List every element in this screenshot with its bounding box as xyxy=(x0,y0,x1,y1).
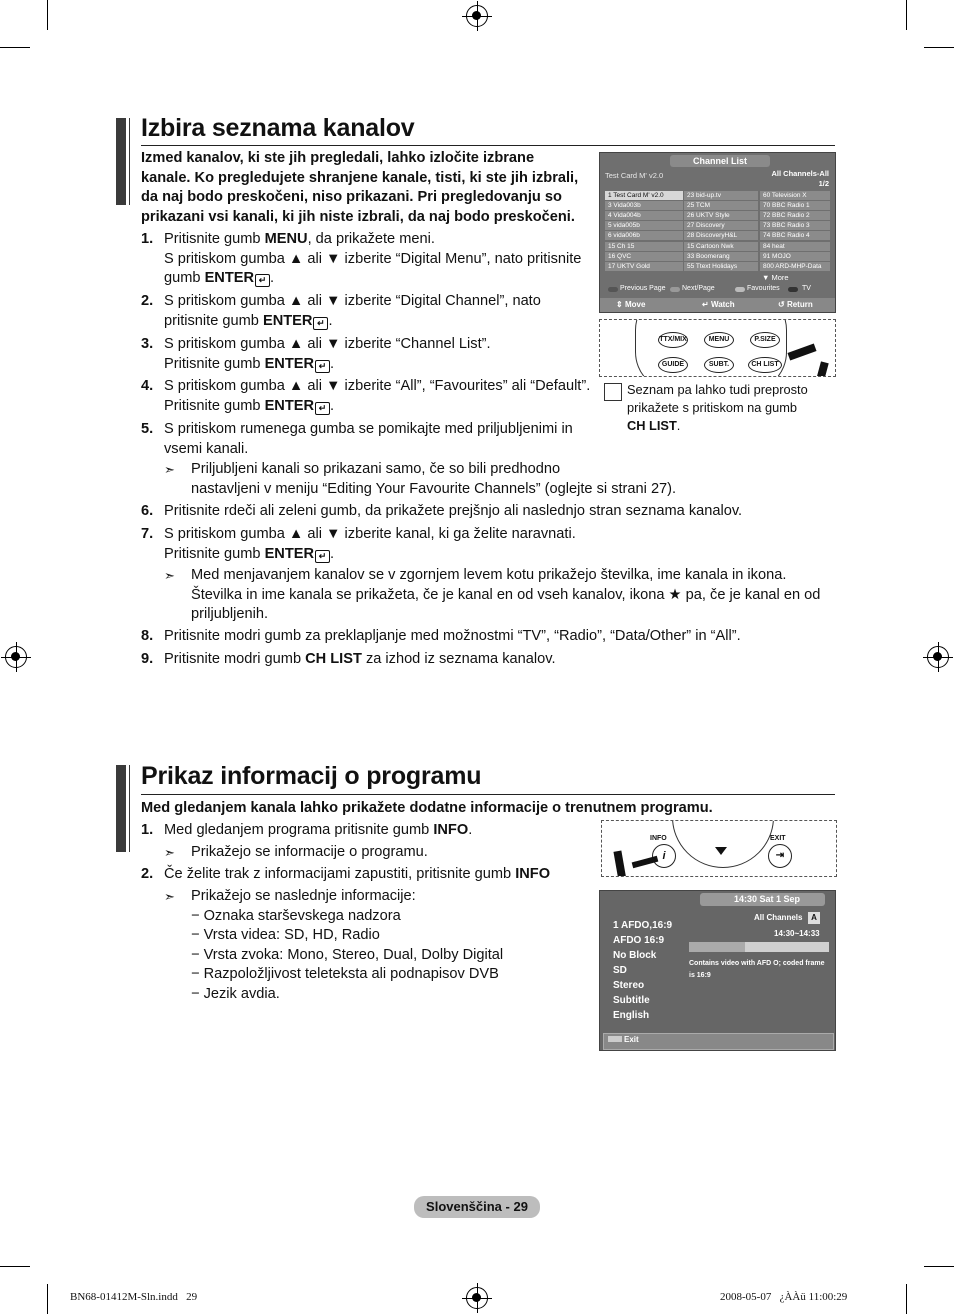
channel-entry: 23 bid-up.tv xyxy=(687,192,721,199)
intro-line: Izmed kanalov, ki ste jih pregledali, lahko izločite izbrane xyxy=(141,150,535,166)
channel-entry: 17 UKTV Gold xyxy=(608,263,650,270)
step-text xyxy=(164,292,541,331)
step-number: 4. xyxy=(141,378,154,394)
channel-entry: 26 UKTV Style xyxy=(687,212,730,219)
ch-list-button[interactable]: CH LIST xyxy=(748,357,782,373)
section-intro: Med gledanjem kanala lahko prikažete dodatne informacije o trenutnem programu. xyxy=(141,800,713,816)
step-line: S pritiskom gumba ▲ ali ▼ izberite “Channel List”. xyxy=(164,336,491,352)
enter-icon: ↵ xyxy=(315,402,330,415)
channel-filter: All Channels-All xyxy=(771,169,829,178)
step-line: Pritisnite rdeči ali zeleni gumb, da prikažete prejšnjo ali naslednjo stran seznama kanalov. xyxy=(164,503,743,519)
channel-entry: 91 MOJO xyxy=(763,253,791,260)
crop-mark xyxy=(906,1284,907,1314)
step-line: Pritisnite gumb ENTER ↵ . xyxy=(164,545,335,562)
exit-key-icon xyxy=(608,1036,622,1042)
channel-list-screen xyxy=(599,152,836,313)
step-text: Če želite trak z informacijami zapustiti, pritisnite gumb INFO xyxy=(164,866,551,882)
info-line: Subtitle xyxy=(613,995,650,1006)
enter-icon: ↵ xyxy=(313,317,328,330)
enter-icon: ↵ xyxy=(315,550,330,563)
green-key-icon xyxy=(670,287,680,292)
note-line: Številka in ime kanala se prikažeta, če je kanal en od vseh kanalov, ikona ★ pa, če je kanal en od xyxy=(191,586,821,603)
registration-mark-icon xyxy=(466,1287,488,1309)
red-key-icon xyxy=(608,287,618,292)
channel-entry: 33 Boomerang xyxy=(687,253,730,260)
memo-line: CH LIST. xyxy=(627,418,681,433)
program-description xyxy=(689,958,824,982)
crop-mark xyxy=(906,0,907,30)
step-number: 7. xyxy=(141,526,154,542)
blue-key-icon xyxy=(788,287,798,292)
registration-mark-icon xyxy=(466,5,488,27)
note-line: nastavljeni v meniju “Editing Your Favourite Channels” (oglejte si strani 27). xyxy=(191,480,677,497)
step-number: 5. xyxy=(141,421,154,437)
note-line: Med menjavanjem kanalov se v zgornjem levem kotu prikažejo številka, ime kanala in ikona. xyxy=(191,567,787,583)
color-key-label: Next/Page xyxy=(682,285,715,292)
color-key-label: TV xyxy=(802,285,811,292)
step-number: 2. xyxy=(141,866,154,882)
note-arrow-icon: ➣ xyxy=(164,889,175,904)
step-number: 6. xyxy=(141,503,154,519)
intro-line: prikazani vsi kanali, ki jih niste izbrali, da naj bodo preskočeni. xyxy=(141,208,575,225)
page-indicator: 1/2 xyxy=(818,179,829,188)
note-line: Prikažejo se naslednje informacije: xyxy=(191,888,416,904)
color-key-label: Previous Page xyxy=(620,285,666,292)
note-arrow-icon: ➣ xyxy=(164,568,175,583)
channel-entry: 15 Ch 15 xyxy=(608,243,635,250)
step-line: Pritisnite modri gumb za preklapljanje med možnostmi “TV”, “Radio”, “Data/Other” in “All”. xyxy=(164,628,741,644)
section-bar xyxy=(116,118,130,205)
channel-entry: 4 Vida004b xyxy=(608,212,641,219)
exit-label xyxy=(608,1035,639,1044)
step-line: S pritiskom gumba ▲ ali ▼ izberite “All”, “Favourites” ali “Default”. xyxy=(164,378,591,394)
step-number: 3. xyxy=(141,336,154,352)
remote-control-illustration xyxy=(601,820,837,877)
step-text xyxy=(164,650,556,670)
time-slot: 14:30~14:33 xyxy=(774,929,820,938)
guide-button[interactable]: GUIDE xyxy=(658,357,688,373)
channel-entry: 3 Vida003b xyxy=(608,202,641,209)
color-key-label: Favourites xyxy=(747,285,780,292)
info-list-item: − Oznaka starševskega nadzora xyxy=(191,907,401,924)
step-line: S pritiskom gumba ▲ ali ▼ izberite “Digital Channel”, nato xyxy=(164,293,541,309)
note-text xyxy=(191,566,820,625)
step-line: vsemi kanali. xyxy=(164,440,249,457)
step-text xyxy=(164,335,491,374)
step-text xyxy=(164,502,742,522)
intro-line: kanale. Ko pregledujete shranjene kanale, tisti, ki ste jih izbrali, xyxy=(141,169,579,186)
note-arrow-icon: ➣ xyxy=(164,462,175,477)
subt-button[interactable]: SUBT. xyxy=(704,357,734,373)
info-list-item: − Vrsta videa: SD, HD, Radio xyxy=(191,927,380,944)
progress-bar xyxy=(689,942,829,952)
step-line: pritisnite gumb ENTER ↵ . xyxy=(164,312,333,329)
channel-entry: 55 Ttext Holidays xyxy=(687,263,738,270)
step-text xyxy=(164,230,581,289)
note-line: priljubljenih. xyxy=(191,606,269,623)
step-number: 9. xyxy=(141,651,154,667)
menu-button[interactable]: MENU xyxy=(704,332,734,348)
memo-line: Seznam pa lahko tudi preprosto xyxy=(627,382,808,397)
channel-entry: 84 heat xyxy=(763,243,785,250)
description-line: is 16:9 xyxy=(689,972,711,979)
info-list-item: − Vrsta zvoka: Mono, Stereo, Dual, Dolby Digital xyxy=(191,946,504,963)
note-text xyxy=(191,887,503,1005)
crop-mark xyxy=(924,1266,954,1267)
remote-dpad xyxy=(672,820,774,868)
channel-entry: 73 BBC Radio 3 xyxy=(763,222,810,229)
info-line: SD xyxy=(613,965,627,976)
exit-text: Exit xyxy=(624,1035,639,1044)
note-text: Prikažejo se informacije o programu. xyxy=(191,844,428,860)
step-text xyxy=(164,420,573,459)
step-text xyxy=(164,525,576,564)
step-number: 8. xyxy=(141,628,154,644)
return-label: ↺ Return xyxy=(778,300,813,309)
channel-entry: 5 vida005b xyxy=(608,222,640,229)
page-number-badge: Slovenščina - 29 xyxy=(414,1196,540,1218)
pointer-icon xyxy=(632,856,659,869)
note-arrow-icon: ➣ xyxy=(164,845,175,860)
channel-entry: 74 BBC Radio 4 xyxy=(763,232,810,239)
crop-mark xyxy=(47,1284,48,1314)
memo-text xyxy=(627,381,808,435)
info-button[interactable]: i xyxy=(652,844,676,868)
note-text xyxy=(191,460,676,499)
channel-entry: 800 ARD-MHP-Data xyxy=(763,263,822,270)
nav-label: Move xyxy=(624,300,646,309)
move-label: ⇕ Move xyxy=(616,300,646,309)
file-slug: BN68-01412M-Sln.indd 29 xyxy=(70,1291,198,1303)
current-channel: Test Card M' v2.0 xyxy=(605,171,664,180)
date-slug: 2008-05-07 ¿ÀÀü 11:00:29 xyxy=(720,1291,848,1303)
channel-entry: 72 BBC Radio 2 xyxy=(763,212,810,219)
channel-entry: 1 Test Card M' v2.0 xyxy=(608,192,664,199)
enter-icon: ↵ xyxy=(255,274,270,287)
step-line: Pritisnite gumb ENTER ↵ . xyxy=(164,355,335,372)
info-line: 1 AFDO,16:9 xyxy=(613,920,673,931)
info-line: Stereo xyxy=(613,980,645,991)
info-time: 14:30 Sat 1 Sep xyxy=(734,894,801,904)
step-number: 1. xyxy=(141,231,154,247)
section-title: Izbira seznama kanalov xyxy=(141,114,415,142)
title-rule xyxy=(141,145,835,146)
intro-line: da naj bodo preskočeni, niso prikazani. Pri pregledovanju so xyxy=(141,189,562,206)
step-text xyxy=(164,627,741,647)
pointer-icon xyxy=(613,851,626,877)
crop-mark xyxy=(47,0,48,30)
exit-button[interactable]: ⇥ xyxy=(768,844,792,868)
yellow-key-icon xyxy=(735,287,745,292)
step-line: gumb ENTER ↵ . xyxy=(164,270,275,287)
step-line: S pritiskom gumba ▲ ali ▼ izberite “Digital Menu”, nato pritisnite xyxy=(164,250,582,267)
description-line: Contains video with AFD O; coded frame xyxy=(689,960,825,967)
all-channels-label: All Channels xyxy=(754,913,803,922)
nav-label: Return xyxy=(786,300,813,309)
step-number: 1. xyxy=(141,822,154,838)
info-label: INFO xyxy=(650,835,667,842)
channel-entry: 70 BBC Radio 1 xyxy=(763,202,810,209)
memo-icon xyxy=(604,383,622,401)
step-text xyxy=(164,377,590,416)
info-line: AFDO 16:9 xyxy=(613,935,665,946)
step-line: Pritisnite gumb MENU, da prikažete meni. xyxy=(164,231,435,247)
channel-entry: 25 TCM xyxy=(687,202,710,209)
nav-label: Watch xyxy=(710,300,735,309)
crop-mark xyxy=(924,47,954,48)
step-line: S pritiskom rumenega gumba se pomikajte med priljubljenimi in xyxy=(164,421,573,437)
section-intro xyxy=(141,149,591,227)
info-line: English xyxy=(613,1010,650,1021)
watch-label: ↵ Watch xyxy=(702,300,735,309)
note-line: Priljubljeni kanali so prikazani samo, če so bili predhodno xyxy=(191,461,561,477)
program-info-screen xyxy=(599,890,836,1051)
registration-mark-icon xyxy=(927,646,949,668)
pointer-icon xyxy=(787,343,816,360)
channel-entry: 6 vida006b xyxy=(608,232,640,239)
channel-entry: 15 Cartoon Nwk xyxy=(687,243,734,250)
info-list-item: − Jezik avdia. xyxy=(191,985,280,1002)
p-size-button[interactable]: P.SIZE xyxy=(750,332,780,348)
registration-mark-icon xyxy=(5,646,27,668)
title-rule xyxy=(141,794,835,795)
memo-line: prikažete s pritiskom na gumb xyxy=(627,400,797,415)
channel-badge: A xyxy=(808,912,820,924)
step-number: 2. xyxy=(141,293,154,309)
crop-mark xyxy=(0,1266,30,1267)
channel-list-title: Channel List xyxy=(670,155,770,167)
crop-mark xyxy=(0,47,30,48)
remote-control-illustration xyxy=(599,319,836,377)
more-label: ▼ More xyxy=(762,273,789,282)
channel-entry: 16 QVC xyxy=(608,253,632,260)
progress-fill xyxy=(689,942,745,952)
info-lines xyxy=(613,918,672,1023)
info-list-item: − Razpoložljivost teleteksta ali podnapisov DVB xyxy=(191,966,499,983)
down-arrow-icon xyxy=(715,847,727,855)
channel-entry: 27 Discovery xyxy=(687,222,725,229)
section-bar xyxy=(116,765,130,852)
step-line: Pritisnite gumb ENTER ↵ . xyxy=(164,397,335,414)
step-line: S pritiskom gumba ▲ ali ▼ izberite kanal, ki ga želite naravnati. xyxy=(164,526,576,542)
channel-entry: 28 DiscoveryH&L xyxy=(687,232,738,239)
enter-icon: ↵ xyxy=(315,360,330,373)
ttx-mix-button[interactable]: TTX/MIX xyxy=(658,332,688,348)
channel-entry: 60 Television X xyxy=(763,192,807,199)
pointer-icon xyxy=(815,361,828,377)
section-title: Prikaz informacij o programu xyxy=(141,762,482,790)
step-text: Med gledanjem programa pritisnite gumb INFO. xyxy=(164,822,473,838)
exit-label: EXIT xyxy=(770,835,786,842)
step-line: Pritisnite modri gumb CH LIST za izhod iz seznama kanalov. xyxy=(164,651,556,667)
info-line: No Block xyxy=(613,950,657,961)
